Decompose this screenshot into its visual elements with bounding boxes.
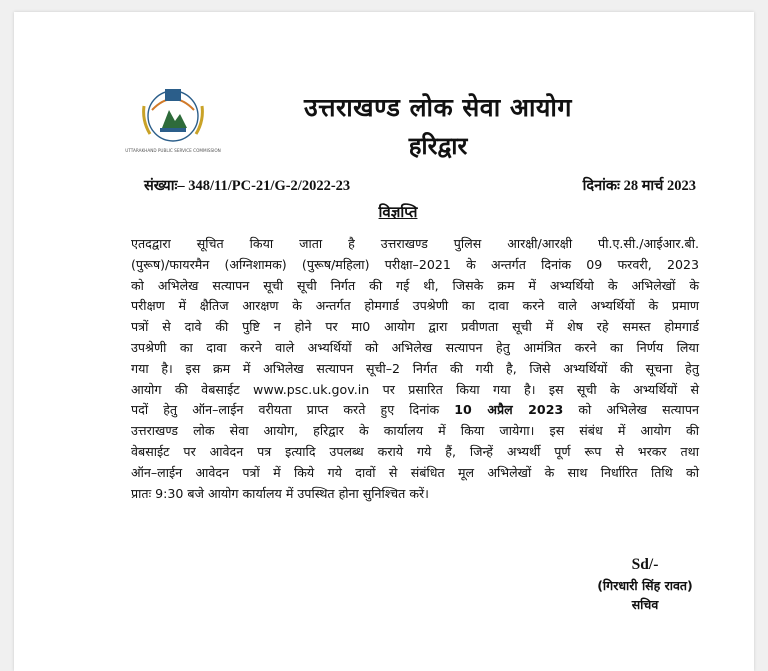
signature-sd: Sd/- [631, 556, 659, 573]
body-line: एतदद्वारा सूचित किया जाता है उत्तराखण्ड पुलिस आरक्षी/आरक्षी पी.ए.सी./आईआर.बी. [131, 236, 699, 251]
reference-date: दिनांकः 28 मार्च 2023 [582, 178, 696, 194]
notice-heading: विज्ञप्ति [378, 203, 418, 221]
notice-body [131, 234, 699, 504]
signature-block [570, 554, 720, 614]
body-line-part: को अभिलेख सत्यापन [563, 402, 699, 418]
body-line: प्रातः 9:30 बजे आयोग कार्यालय में उपस्थित होना सुनिश्चित करें। [131, 485, 429, 501]
body-line: गया है। इस क्रम में अभिलेख सत्यापन सूची–2 निर्गत की गयी है, जिसे अभ्यर्थियों की सूचना हेतु [131, 360, 699, 376]
body-line: उपश्रेणी का दावा करने वाले अभ्यर्थियों को अभिलेख सत्यापन हेतु आमंत्रित करने का निर्णय लिया [131, 339, 699, 355]
page-title: उत्तराखण्ड लोक सेवा आयोग [304, 93, 572, 122]
body-line: ऑन–लाईन आवेदन पत्रों में किये गये दावों से संबंधित मूल अभिलेखों के साथ निर्धारित तिथि को [131, 464, 699, 480]
body-line: वेबसाईट पर आवेदन पत्र इत्यादि उपलब्ध कराये गये हैं, जिन्हें अभ्यर्थी पूर्ण रूप से भरकर तथा [131, 443, 699, 459]
body-line: पत्रों से दावे की पुष्टि न होने पर मा0 आयोग द्वारा प्रवीणता सूची में शेष रहे समस्त होमगार्ड [131, 319, 699, 335]
reference-row [144, 175, 696, 197]
body-line: परीक्षण में क्षैतिज आरक्षण के अन्तर्गत होमगार्ड उपश्रेणी का दावा करने वाले अभ्यर्थियों के प्रमाण [131, 298, 699, 314]
body-line: आयोग की वेबसाईट www.psc.uk.gov.in पर प्रसारित किया गया है। इस सूची के अभ्यर्थियों से [131, 381, 699, 397]
body-line: उत्तराखण्ड लोक सेवा आयोग, हरिद्वार के कार्यालय में किया जायेगा। इस संबंध में आयोग की [131, 423, 699, 439]
body-line: को अभिलेख सत्यापन सूची सूची निर्गत की गई थी, जिसके क्रम में अभ्यर्थियो के अभिलेखों के [131, 277, 699, 293]
document-page [14, 12, 754, 671]
body-line-part: पदों हेतु ऑन–लाईन वरीयता प्राप्त करते हुए दिनांक [131, 402, 455, 418]
body-line: (पुरूष)/फायरमैन (अग्निशामक) (पुरूष/महिला) परीक्षा–2021 के अन्तर्गत दिनांक 09 फरवरी, 2023 [131, 256, 699, 272]
verification-date: 10 अप्रैल 2023 [454, 402, 564, 418]
page-subtitle: हरिद्वार [408, 132, 468, 160]
emblem-icon [125, 76, 221, 156]
commission-emblem [125, 76, 221, 156]
reference-number: संख्याः– 348/11/PC-21/G-2/2022-23 [144, 178, 351, 194]
signatory-name: (गिरधारी सिंह रावत) [597, 578, 693, 593]
body-line [131, 400, 699, 421]
svg-text:UTTARAKHAND PUBLIC SERVICE COM: UTTARAKHAND PUBLIC SERVICE COMMISSION [125, 148, 221, 153]
signatory-designation: सचिव [631, 597, 659, 612]
